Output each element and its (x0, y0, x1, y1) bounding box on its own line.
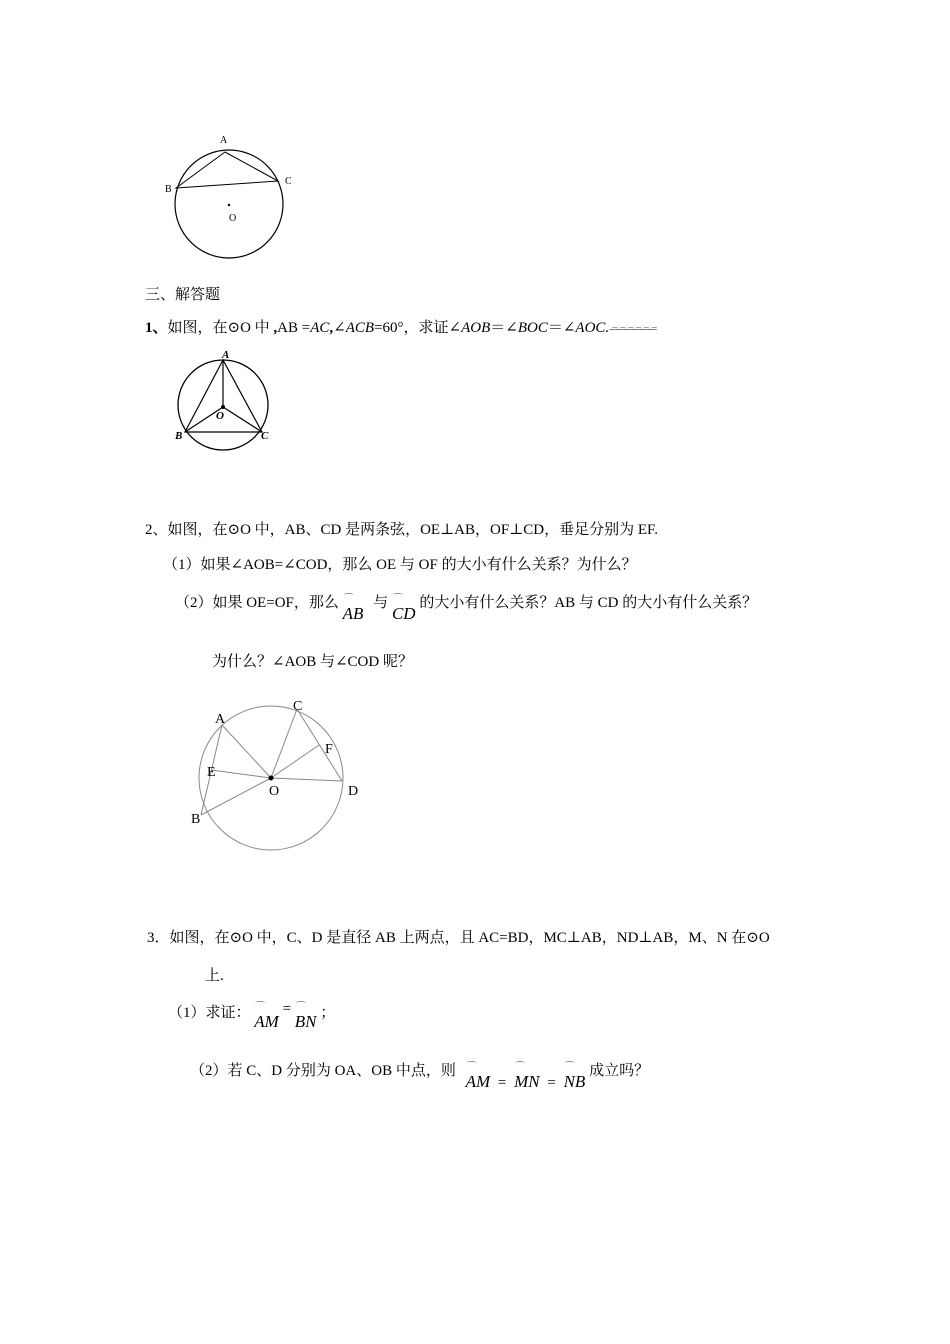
q2-part2-a: （2）如果 OE=OF，那么 (175, 595, 339, 611)
q2-part2-line2: 为什么？∠AOB 与∠COD 呢？ (212, 654, 413, 670)
section-heading: 三、解答题 (145, 287, 221, 303)
q1-number: 1 (145, 320, 153, 336)
q1-comma2: , (329, 320, 334, 336)
q2-label-o: O (269, 784, 280, 799)
q2-label-c: C (293, 699, 303, 714)
label-a: A (220, 135, 228, 146)
q3-part2-a: （2）若 C、D 分别为 OA、OB 中点，则 (190, 1063, 456, 1079)
q3-part2-b: 成立吗？ (589, 1063, 650, 1079)
q1-label-a: A (222, 349, 230, 361)
q3-p2-eq1: = (497, 1075, 507, 1091)
q2-part2 (175, 592, 758, 623)
q3-p2-arc-am: AM (465, 1072, 491, 1091)
q1-text-d: =60°，求证∠ (374, 320, 462, 336)
q1-label-c: C (261, 430, 269, 442)
q1-label-o: O (216, 410, 224, 422)
q1-label-b: B (175, 430, 183, 442)
arc-mark-icon: ⌒ (466, 1062, 477, 1073)
q2-arc-cd: CD (391, 604, 416, 623)
q1-ac: AC (310, 320, 330, 336)
arc-mark-icon: ⌒ (515, 1062, 526, 1073)
q2-label-d: D (348, 784, 359, 799)
arc-mark-icon: ⌒ (295, 1002, 306, 1013)
q1-aob: AOB (461, 320, 491, 336)
q3-p1-arc-am: AM (254, 1012, 279, 1031)
q1-text-a: 如图，在⊙O 中 (167, 320, 274, 336)
q2-label-e: E (207, 765, 216, 780)
arc-mark-icon: ⌒ (392, 594, 403, 605)
q1-text-f: ＝∠ (547, 320, 576, 336)
arc-mark-icon: ⌒ (343, 594, 354, 605)
figure-q1-circle (170, 345, 280, 455)
q2-part2-b: 与 (373, 595, 389, 611)
q3-p1-end: ； (320, 1005, 336, 1021)
q3-stem: 3．如图，在⊙O 中，C、D 是直径 AB 上两点，且 AC=BD，MC⊥AB，ND⊥AB，M、N 在⊙O (147, 930, 770, 946)
q3-part1-a: （1）求证： (168, 1005, 251, 1021)
label-c: C (285, 176, 292, 187)
q1-text-e: ＝∠ (490, 320, 518, 336)
arc-mark-icon: ⌒ (564, 1062, 575, 1073)
q2-label-f: F (325, 742, 333, 757)
figure-q2-circle (185, 690, 360, 855)
q1-boc: BOC (517, 320, 548, 336)
q2-label-b: B (191, 812, 201, 827)
q1-acb: ACB (345, 320, 375, 336)
q1-text-c: ∠ (333, 320, 346, 336)
arc-mark-icon: ⌒ (255, 1002, 266, 1013)
q3-p1-eq: = (282, 1001, 292, 1017)
q1-aoc: AOC. (575, 320, 610, 336)
q1-comma: , (273, 320, 278, 336)
q2-part1: （1）如果∠AOB=∠COD，那么 OE 与 OF 的大小有什么关系？为什么？ (163, 557, 637, 573)
q1-stem (145, 318, 656, 339)
q2-stem: 2、如图，在⊙O 中，AB、CD 是两条弦，OE⊥AB，OF⊥CD，垂足分别为 EF. (145, 522, 658, 538)
figure-circle-triangle-top (150, 125, 310, 270)
q3-p2-arc-mn: MN (514, 1072, 540, 1091)
q1-tail: -=-=-=-=-=-= (609, 323, 657, 335)
q3-stem-line2: 上. (205, 968, 224, 984)
q2-arc-ab: AB (342, 604, 364, 623)
q3-p2-arc-nb: NB (563, 1072, 586, 1091)
q2-label-a: A (215, 712, 226, 727)
label-o: O (229, 213, 237, 224)
q3-part2 (190, 1060, 650, 1091)
q3-p2-eq2: = (547, 1075, 556, 1091)
q1-text-b: AB = (277, 320, 311, 336)
label-b: B (165, 184, 172, 195)
q3-part1 (168, 1001, 336, 1031)
q2-part2-c: 的大小有什么关系？AB 与 CD 的大小有什么关系？ (419, 595, 758, 611)
q3-p1-arc-bn: BN (294, 1012, 317, 1031)
q1-sep: 、 (152, 320, 168, 336)
